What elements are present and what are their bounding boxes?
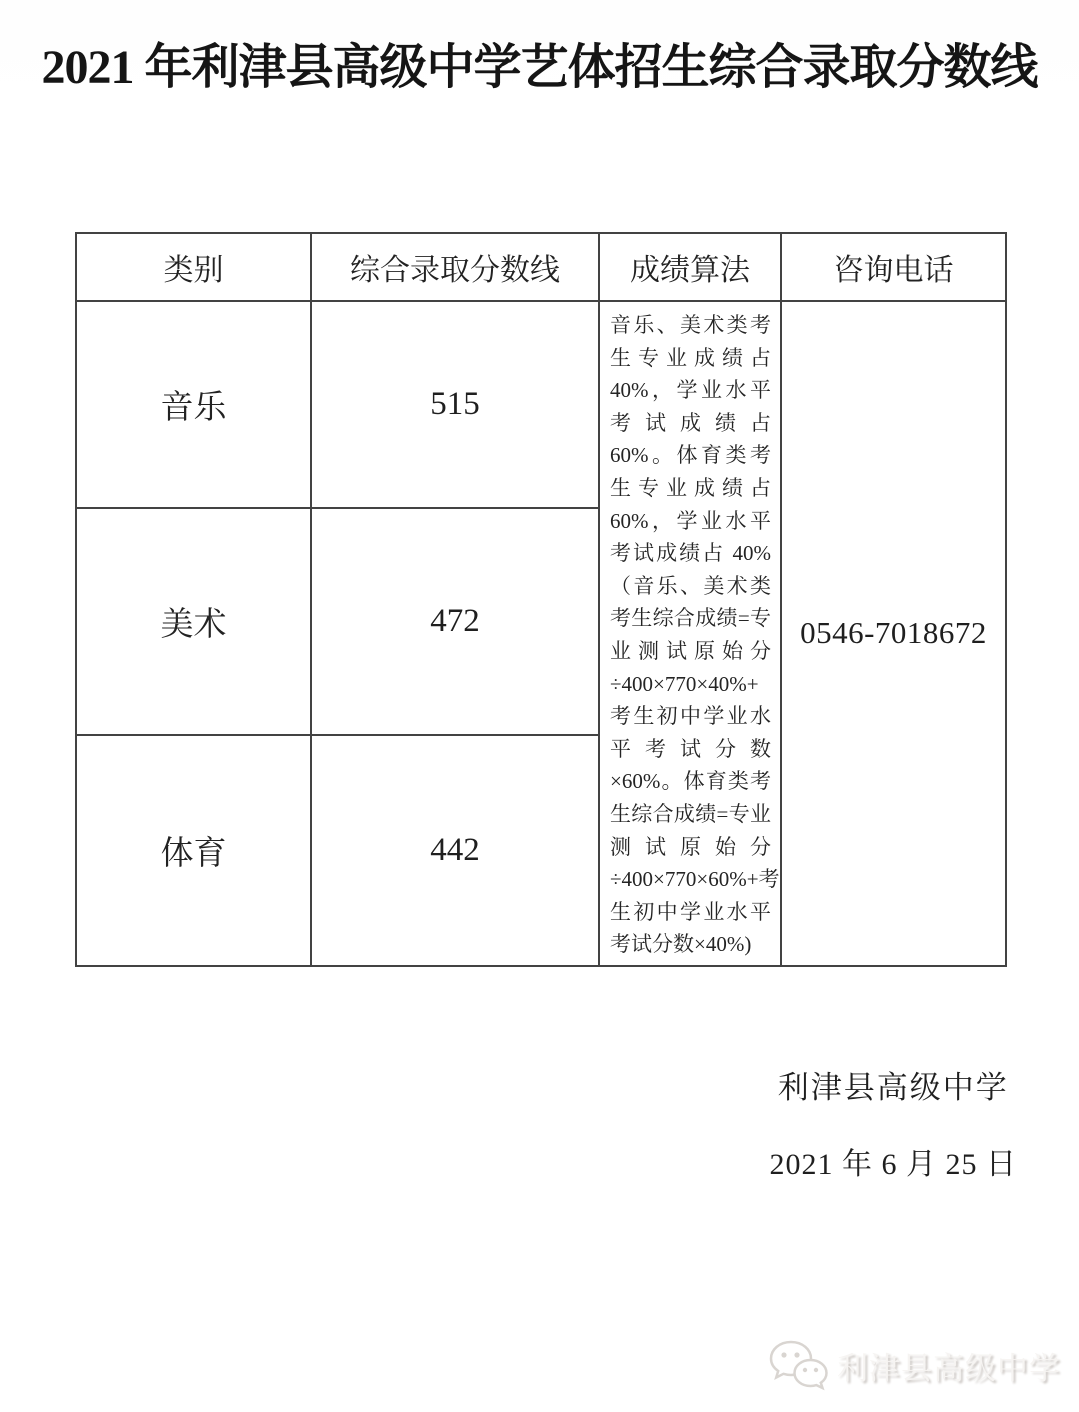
algorithm-cell: 音乐、美术类考生专业成绩占 40%，学业水平考试成绩占 60%。体育类考生专业成绩占 60%，学业水平考试成绩占 40% （音乐、美术类考生综合成绩=专业测试原始分÷400×770×40%+ 考生初中学业水平考试分数×60%。体育类考生综合成绩=专业测试原始分÷400×770×60%+考生初中学业水平考试分数×40%) [599, 301, 781, 966]
category-sports: 体育 [76, 735, 311, 966]
signature-block [770, 1062, 1018, 1183]
wechat-icon [767, 1336, 829, 1394]
score-sports: 442 [311, 735, 599, 966]
category-art: 美术 [76, 508, 311, 735]
col-header-phone: 咨询电话 [781, 233, 1006, 301]
score-music: 515 [311, 301, 599, 508]
page-title: 2021 年利津县高级中学艺体招生综合录取分数线 [41, 41, 1038, 94]
table-row [76, 301, 1006, 508]
footer-watermark [767, 1336, 1061, 1394]
phone-cell: 0546-7018672 [781, 301, 1006, 966]
table-header-row [76, 233, 1006, 301]
category-music: 音乐 [76, 301, 311, 508]
score-art: 472 [311, 508, 599, 735]
signature-school: 利津县高级中学 [777, 1070, 1009, 1105]
col-header-algorithm: 成绩算法 [599, 233, 781, 301]
admission-score-table [75, 232, 1007, 967]
col-header-score-line: 综合录取分数线 [311, 233, 599, 301]
footer-account-name: 利津县高级中学 [837, 1350, 1061, 1386]
col-header-category: 类别 [76, 233, 311, 301]
signature-date: 2021 年 6 月 25 日 [769, 1148, 1017, 1181]
